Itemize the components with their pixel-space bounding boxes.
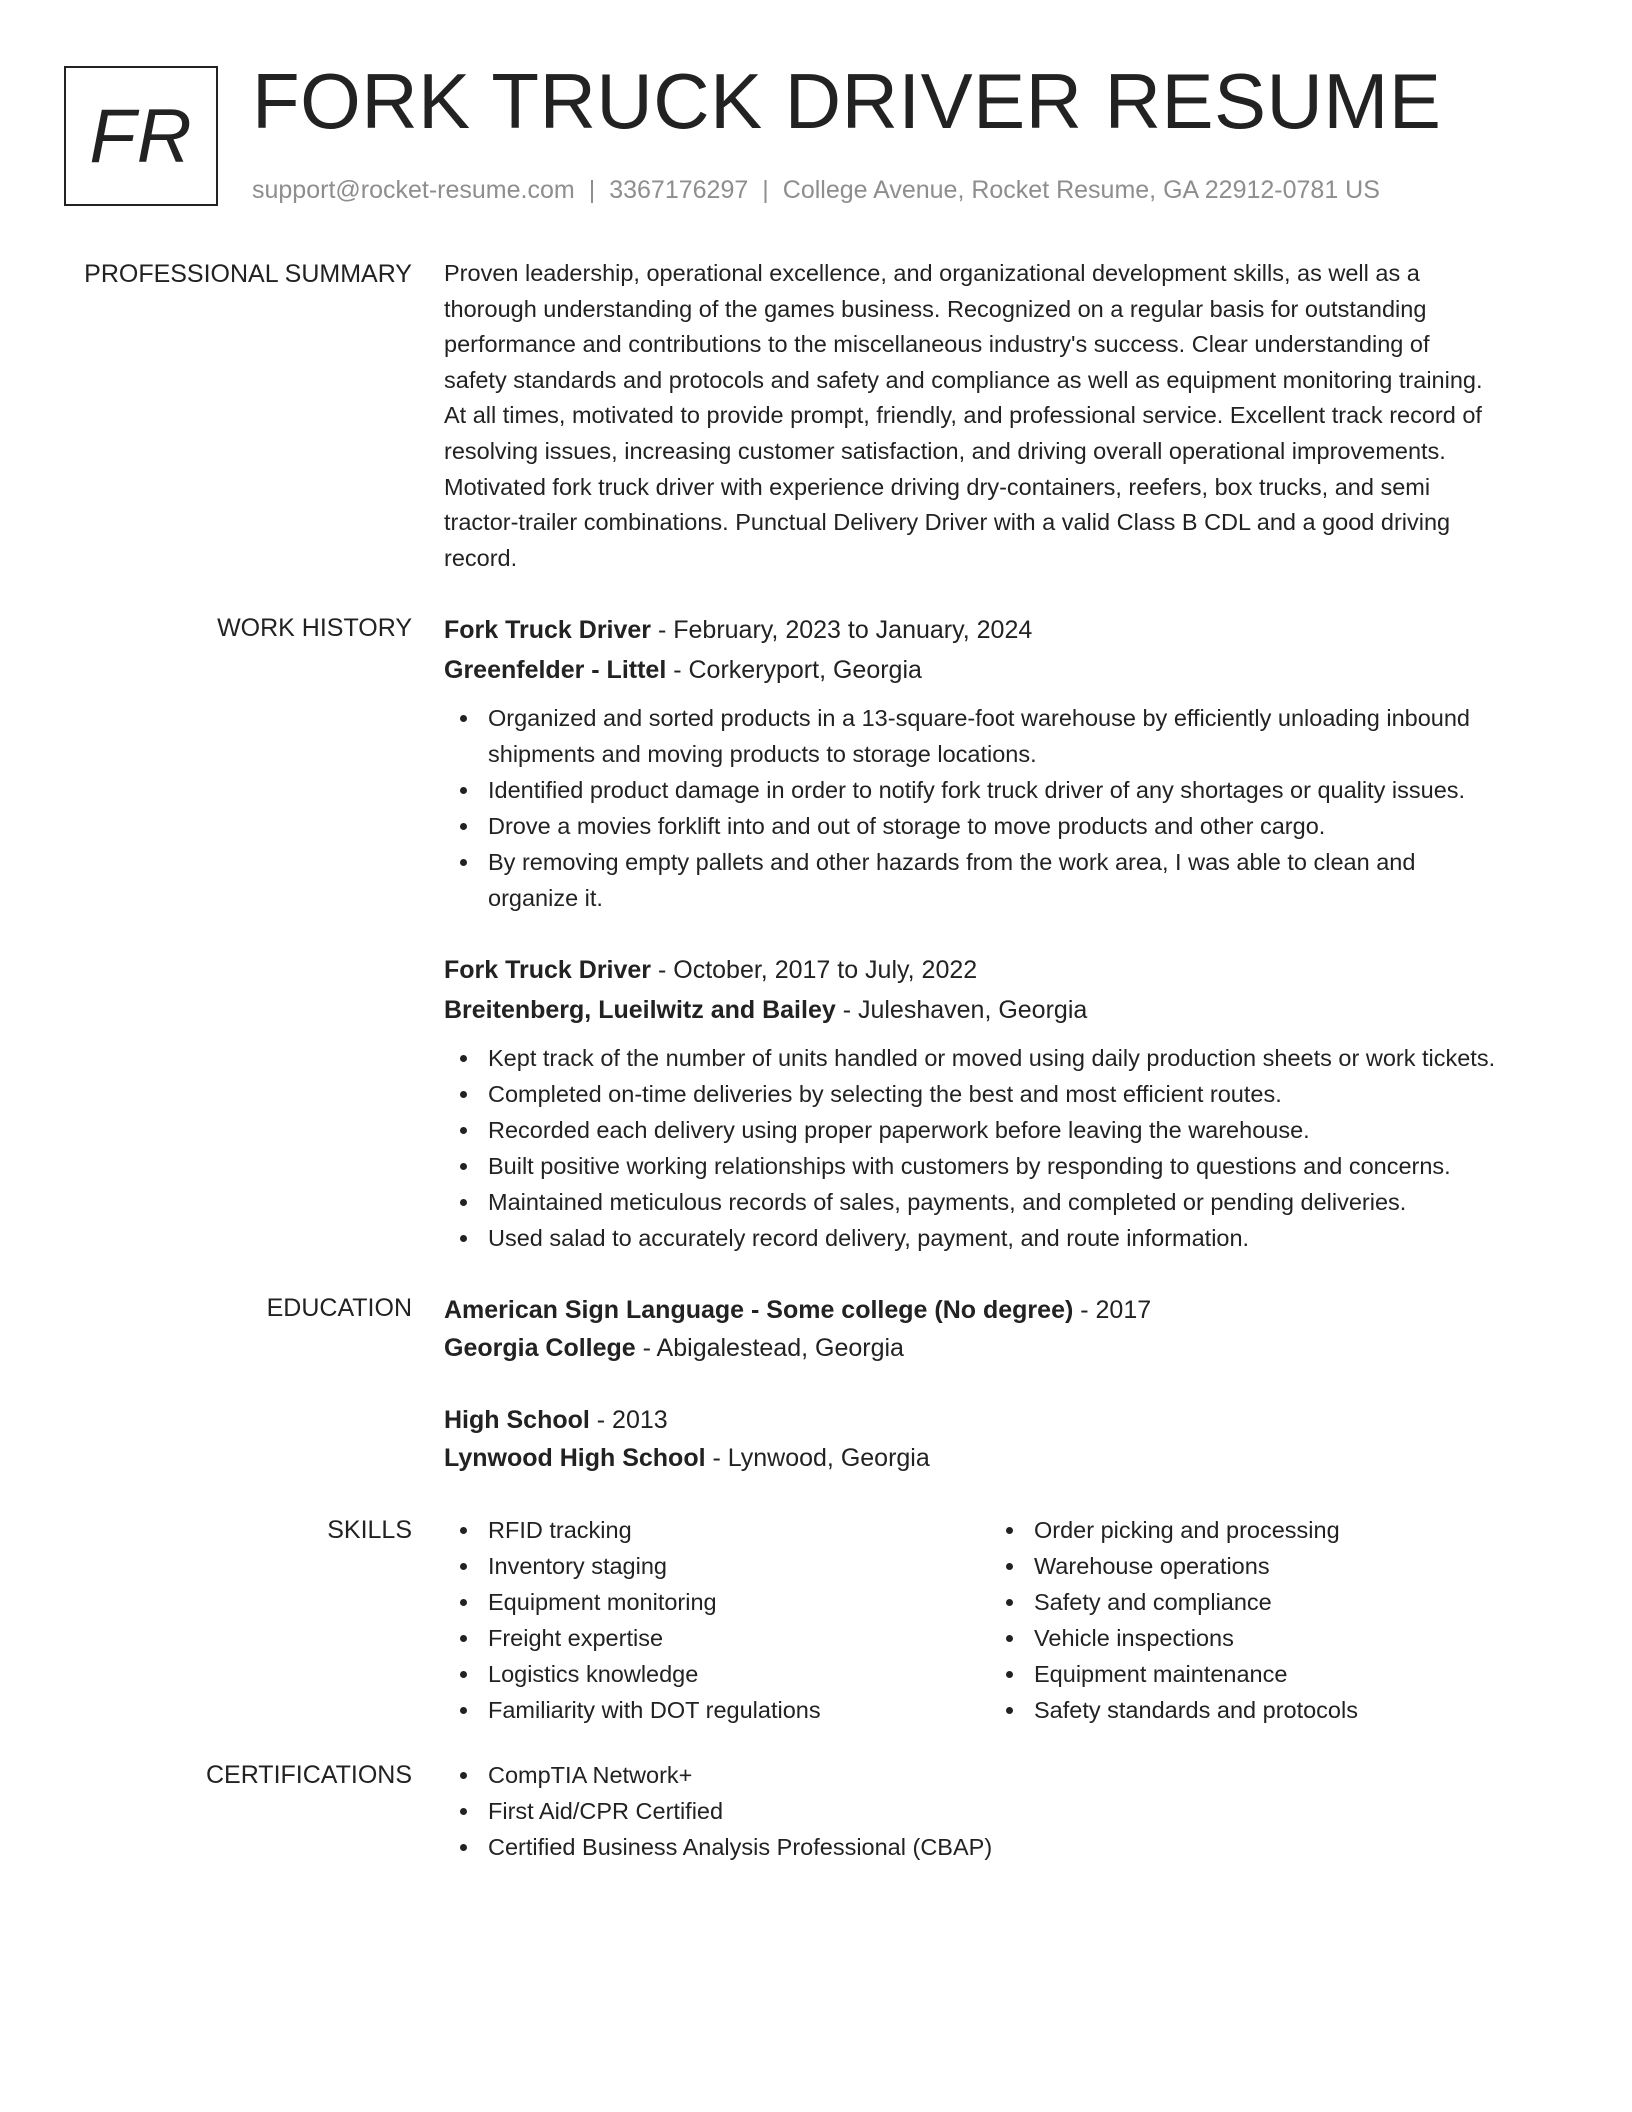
- job-dates: - October, 2017 to July, 2022: [651, 956, 978, 984]
- job-entry: [444, 610, 1554, 916]
- skill-item: Warehouse operations: [990, 1548, 1530, 1584]
- school-location: - Lynwood, Georgia: [705, 1444, 930, 1472]
- section-label-certifications: CERTIFICATIONS: [205, 1761, 412, 1789]
- job-location: - Corkeryport, Georgia: [666, 656, 922, 684]
- skill-item: RFID tracking: [444, 1512, 984, 1548]
- education-entry: [444, 1400, 1554, 1476]
- job-bullet: Maintained meticulous records of sales, payments, and completed or pending deliveries.: [444, 1184, 1554, 1220]
- degree: High School: [444, 1406, 590, 1434]
- section-label-work-history: WORK HISTORY: [217, 614, 412, 642]
- summary-line: record.: [444, 544, 518, 571]
- job-title: Fork Truck Driver: [444, 956, 652, 984]
- certifications-list: [444, 1757, 1554, 1865]
- degree-line: [444, 1400, 1554, 1440]
- skill-item: Equipment maintenance: [990, 1656, 1530, 1692]
- skill-item: Freight expertise: [444, 1620, 984, 1656]
- skill-item: Order picking and processing: [990, 1512, 1530, 1548]
- job-bullets: [444, 700, 1554, 916]
- certification-item: Certified Business Analysis Professional (CBAP): [444, 1829, 1554, 1865]
- job-bullet: Organized and sorted products in a 13-square-foot warehouse by efficiently unloading inbound shipments and moving products to storage locations.: [444, 700, 1554, 772]
- school-line: [444, 1440, 1554, 1476]
- job-bullet: Recorded each delivery using proper paperwork before leaving the warehouse.: [444, 1112, 1554, 1148]
- job-bullet: Identified product damage in order to notify fork truck driver of any shortages or quality issues.: [444, 772, 1554, 808]
- skill-item: Vehicle inspections: [990, 1620, 1530, 1656]
- resume-title: FORK TRUCK DRIVER RESUME: [252, 57, 1442, 145]
- skills-column-left: [444, 1512, 984, 1728]
- summary-line: At all times, motivated to provide prompt, friendly, and professional service. Excellent track record of: [444, 402, 1482, 429]
- summary-text: [444, 256, 1554, 576]
- job-entry: [444, 950, 1554, 1256]
- summary-line: Motivated fork truck driver with experience driving dry-containers, reefers, box trucks, and semi: [444, 473, 1431, 500]
- school-name: Georgia College: [444, 1334, 636, 1362]
- skill-item: Familiarity with DOT regulations: [444, 1692, 984, 1728]
- skill-item: Safety and compliance: [990, 1584, 1530, 1620]
- school-name: Lynwood High School: [444, 1444, 706, 1472]
- email-link[interactable]: support@rocket-resume.com: [252, 176, 575, 204]
- summary-line: tractor-trailer combinations. Punctual Delivery Driver with a valid Class B CDL and a good driving: [444, 509, 1451, 536]
- address: College Avenue, Rocket Resume, GA 22912-0781 US: [782, 176, 1380, 204]
- degree-line: [444, 1290, 1554, 1330]
- job-bullet: Built positive working relationships with customers by responding to questions and concerns.: [444, 1148, 1554, 1184]
- certifications-body: [444, 1757, 1554, 1865]
- job-dates: - February, 2023 to January, 2024: [651, 616, 1033, 644]
- phone-number: 3367176297: [609, 176, 749, 204]
- skills-list: [990, 1512, 1530, 1728]
- education-entry: [444, 1290, 1554, 1366]
- section-label-skills: SKILLS: [327, 1516, 412, 1544]
- job-title: Fork Truck Driver: [444, 616, 652, 644]
- section-label-summary: PROFESSIONAL SUMMARY: [84, 260, 412, 288]
- skills-list: [444, 1512, 984, 1728]
- grad-year: - 2013: [589, 1406, 668, 1434]
- summary-line: safety standards and protocols and safety and compliance as well as equipment monitoring training.: [444, 366, 1483, 393]
- job-bullet: Kept track of the number of units handled or moved using daily production sheets or work tickets.: [444, 1040, 1554, 1076]
- job-bullet: Used salad to accurately record delivery, payment, and route information.: [444, 1220, 1554, 1256]
- contact-line: [252, 174, 1380, 206]
- job-bullet: Completed on-time deliveries by selecting the best and most efficient routes.: [444, 1076, 1554, 1112]
- job-location: - Juleshaven, Georgia: [835, 996, 1088, 1024]
- job-bullet: By removing empty pallets and other hazards from the work area, I was able to clean and organize it.: [444, 844, 1554, 916]
- job-bullets: [444, 1040, 1554, 1256]
- summary-line: performance and contributions to the miscellaneous industry's success. Clear understanding of: [444, 331, 1430, 358]
- skill-item: Equipment monitoring: [444, 1584, 984, 1620]
- contact-separator: |: [762, 176, 769, 204]
- job-bullet: Drove a movies forklift into and out of storage to move products and other cargo.: [444, 808, 1554, 844]
- summary-line: Proven leadership, operational excellence, and organizational development skills, as well as a: [444, 260, 1420, 286]
- school-line: [444, 1330, 1554, 1366]
- job-company-line: [444, 650, 1554, 690]
- skill-item: Inventory staging: [444, 1548, 984, 1584]
- job-company-line: [444, 990, 1554, 1030]
- skill-item: Logistics knowledge: [444, 1656, 984, 1692]
- skills-column-right: [990, 1512, 1530, 1728]
- skill-item: Safety standards and protocols: [990, 1692, 1530, 1728]
- certification-item: First Aid/CPR Certified: [444, 1793, 1554, 1829]
- section-label-education: EDUCATION: [266, 1294, 412, 1322]
- summary-line: thorough understanding of the games business. Recognized on a regular basis for outstanding: [444, 295, 1427, 322]
- job-company: Breitenberg, Lueilwitz and Bailey: [444, 996, 836, 1024]
- contact-separator: |: [588, 176, 596, 204]
- monogram-badge: FR: [64, 66, 218, 206]
- job-title-line: [444, 610, 1554, 650]
- school-location: - Abigalestead, Georgia: [635, 1334, 904, 1362]
- job-company: Greenfelder - Littel: [444, 656, 667, 684]
- certification-item: CompTIA Network+: [444, 1757, 1554, 1793]
- summary-line: resolving issues, increasing customer satisfaction, and driving overall operational improvements.: [444, 437, 1446, 464]
- grad-year: - 2017: [1073, 1296, 1152, 1324]
- degree: American Sign Language - Some college (No degree): [444, 1296, 1074, 1324]
- job-title-line: [444, 950, 1554, 990]
